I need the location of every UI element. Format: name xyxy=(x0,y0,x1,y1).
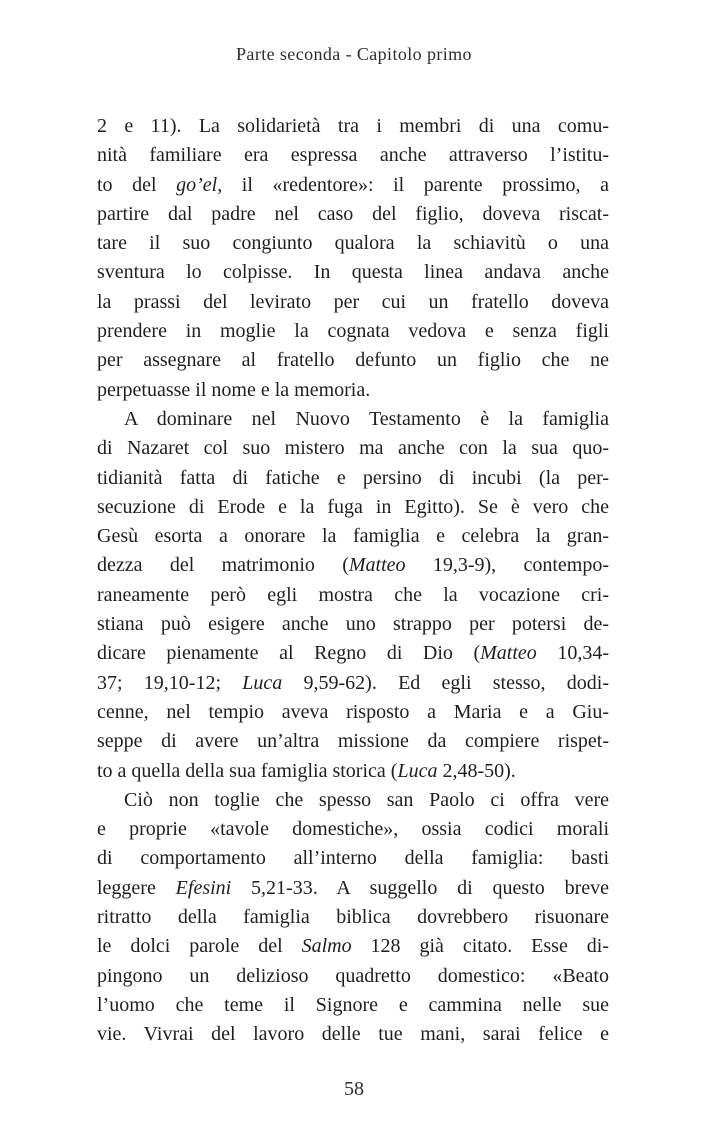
text-line xyxy=(97,815,609,844)
text-line xyxy=(97,288,609,317)
text-run: di comportamento all’interno della famiglia: basti xyxy=(97,847,609,870)
italic-text: Efesini xyxy=(175,876,232,899)
text-line xyxy=(97,229,609,258)
text-run: tidianità fatta di fatiche e persino di incubi (la per- xyxy=(97,466,609,489)
text-run: tare il suo congiunto qualora la schiavitù o una xyxy=(97,232,609,255)
page-number: 58 xyxy=(344,1078,364,1100)
text-line xyxy=(97,698,609,727)
text-run: 9,59-62). Ed egli stesso, dodi- xyxy=(282,671,609,694)
text-line xyxy=(97,171,609,200)
text-run: 5,21-33. A suggello di questo breve xyxy=(231,876,609,899)
text-line xyxy=(97,405,609,434)
text-line xyxy=(97,991,609,1020)
text-run: dicare pienamente al Regno di Dio ( xyxy=(97,642,481,665)
text-run: stiana può esigere anche uno strappo per potersi de- xyxy=(97,613,609,636)
text-run: e proprie «tavole domestiche», ossia codici morali xyxy=(97,818,609,841)
text-run: 128 già citato. Esse di- xyxy=(351,935,609,958)
text-line xyxy=(97,727,609,756)
italic-text: Luca xyxy=(242,671,283,694)
text-run: dezza del matrimonio ( xyxy=(97,554,349,577)
text-line xyxy=(97,757,609,786)
text-line xyxy=(97,610,609,639)
text-run: partire dal padre nel caso del figlio, doveva riscat- xyxy=(97,202,609,225)
text-run: la prassi del levirato per cui un fratello doveva xyxy=(97,290,609,313)
text-line xyxy=(97,258,609,287)
text-line xyxy=(97,522,609,551)
text-line xyxy=(97,639,609,668)
text-run: raneamente però egli mostra che la vocazione cri- xyxy=(97,583,609,606)
text-run: per assegnare al fratello defunto un figlio che ne xyxy=(97,349,609,372)
text-run: pingono un delizioso quadretto domestico: «Beato xyxy=(97,964,609,987)
text-run: sventura lo colpisse. In questa linea andava anche xyxy=(97,261,609,284)
text-run: , il «redentore»: il parente prossimo, a xyxy=(217,173,609,196)
text-run: prendere in moglie la cognata vedova e senza figli xyxy=(97,320,609,343)
running-header: Parte seconda - Capitolo primo xyxy=(236,44,472,64)
text-block xyxy=(97,112,609,1050)
text-run: leggere xyxy=(97,876,176,899)
text-line xyxy=(97,346,609,375)
text-run: l’uomo che teme il Signore e cammina nelle sue xyxy=(97,993,609,1016)
text-line xyxy=(97,317,609,346)
text-run: perpetuasse il nome e la memoria. xyxy=(97,378,371,401)
text-line xyxy=(97,376,609,405)
text-line xyxy=(97,1020,609,1049)
text-line xyxy=(97,141,609,170)
text-line xyxy=(97,844,609,873)
text-run: 2,48-50). xyxy=(437,759,516,782)
text-run: 19,3-9), contempo- xyxy=(405,554,609,577)
text-run: Gesù esorta a onorare la famiglia e celebra la gran- xyxy=(97,525,609,548)
italic-text: Matteo xyxy=(348,554,406,577)
text-run: 2 e 11). La solidarietà tra i membri di una comu- xyxy=(97,115,609,137)
italic-text: Luca xyxy=(397,759,438,782)
text-line xyxy=(97,200,609,229)
text-line xyxy=(97,962,609,991)
text-line xyxy=(97,464,609,493)
text-line xyxy=(97,903,609,932)
text-line xyxy=(97,581,609,610)
text-run: 10,34- xyxy=(536,642,609,665)
text-run: secuzione di Erode e la fuga in Egitto). Se è vero che xyxy=(97,495,609,518)
italic-text: Matteo xyxy=(480,642,537,665)
text-run: nità familiare era espressa anche attraverso l’istitu- xyxy=(97,144,609,167)
text-line xyxy=(97,669,609,698)
text-run: di Nazaret col suo mistero ma anche con la sua quo- xyxy=(97,437,609,460)
text-run: seppe di avere un’altra missione da compiere rispet- xyxy=(97,730,609,753)
text-line xyxy=(97,874,609,903)
text-line xyxy=(97,786,609,815)
text-run: le dolci parole del xyxy=(97,935,302,958)
italic-text: go’el xyxy=(176,173,218,196)
text-run: Ciò non toglie che spesso san Paolo ci offra vere xyxy=(124,788,609,811)
text-line xyxy=(97,493,609,522)
italic-text: Salmo xyxy=(301,935,352,958)
text-run: 37; 19,10-12; xyxy=(97,671,243,694)
text-line xyxy=(97,551,609,580)
text-line xyxy=(97,932,609,961)
text-line xyxy=(97,434,609,463)
text-run: cenne, nel tempio aveva risposto a Maria e a Giu- xyxy=(97,700,609,723)
text-run: ritratto della famiglia biblica dovrebbero risuonare xyxy=(97,906,609,929)
text-run: A dominare nel Nuovo Testamento è la famiglia xyxy=(124,407,609,430)
text-run: to a quella della sua famiglia storica ( xyxy=(97,759,398,782)
text-run: to del xyxy=(97,173,177,196)
text-run: vie. Vivrai del lavoro delle tue mani, sarai felice e xyxy=(97,1023,609,1046)
text-line xyxy=(97,112,609,141)
